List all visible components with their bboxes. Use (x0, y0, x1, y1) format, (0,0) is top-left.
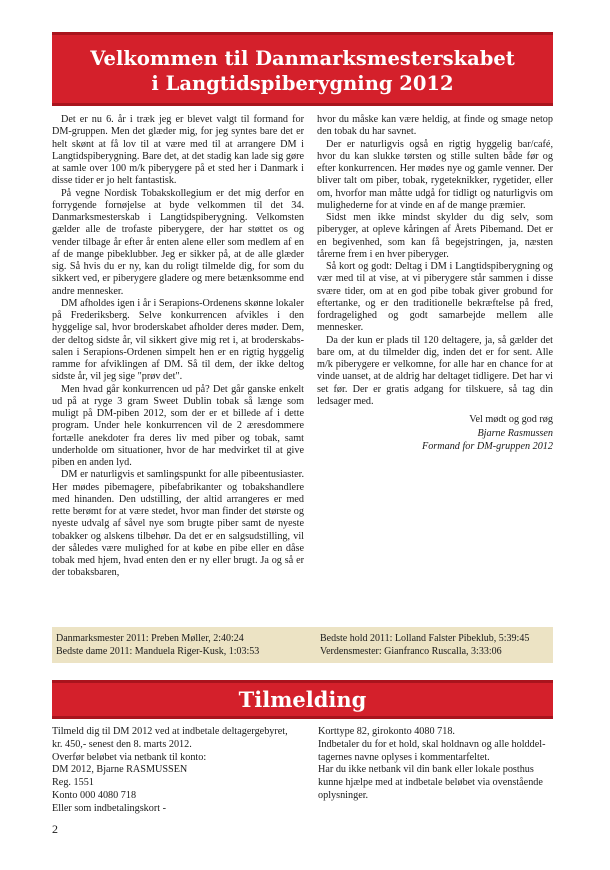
registration-title: Tilmelding (238, 687, 367, 712)
result-line: Danmarksmester 2011: Preben Møller, 2:40:24 (56, 633, 244, 644)
article-paragraph: DM afholdes igen i år i Serapions-Ordenens skønne lokaler på Frederiksberg. Selve konkurrencen afvikles i den hyggelige sal, hvor broderskabet afholder deres møder. Dem, der deltog sidste år, vil sikkert give mig ret i, at broderskabs-salen i Serapions-Ordenen simpelt hen er en rigtig hyggelig ramme for afviklingen af DM. Så til dem, der ikke deltog sidste år, vil jeg sige "prøv det". (52, 297, 304, 383)
registration-line: Eller som indbetalingskort - (52, 802, 167, 814)
registration-line: kr. 450,- senest den 8. marts 2012. (52, 738, 192, 750)
article-column-right (317, 114, 553, 454)
closing-greeting: Vel mødt og god røg (469, 414, 553, 425)
article-paragraph: Men hvad går konkurrencen ud på? Det går ganske enkelt ud på at ryge 3 gram Sweet Dublin tobak så længe som muligt på DM-piben 2012, som der er et billede af i dette program. Under hele konkurrencen vil de 2 æresdommere fortælle anekdoter fra deres liv med piber og tobak, samt underholde om situationer, hvor de har medvirket til at give piben en anden lyd. (52, 383, 304, 468)
result-line: Verdensmester: Gianfranco Ruscalla, 3:33:06 (320, 646, 502, 657)
article-column-left (52, 114, 304, 580)
registration-line: Konto 000 4080 718 (52, 789, 137, 801)
registration-line: Reg. 1551 (52, 777, 94, 789)
registration-line: oplysninger. (318, 789, 369, 801)
article-paragraph-continued: hvor du måske kan være heldig, at finde og smage netop den tobak du har savnet. (317, 114, 553, 138)
registration-line: Overfør beløbet via netbank til konto: (52, 751, 207, 763)
registration-line: kunne hjælpe med at indbetale beløbet via ovenstående (318, 777, 543, 789)
registration-column-right (318, 726, 558, 803)
result-line: Bedste hold 2011: Lolland Falster Pibeklub, 5:39:45 (320, 633, 530, 644)
article-paragraph: Da der kun er plads til 120 deltagere, ja, så gælder det bare om, at du tilmelder dig, inden det er for sent. Alle m/k piberygere er velkomne, for alle har en chance for at vinde uanset, at de aldrig har deltaget tidligere. Det har vi set før. Der er gratis adgang for tilskuere, så tag din ledsager med. (317, 334, 553, 407)
article-paragraph: Der er naturligvis også en rigtig hyggelig bar/café, hvor du kan slukke tørsten og stille sulten både før og efter konkurrencen. Her mødes nye og gamle venner. Der bliver talt om piber, tobak, rygeteknikker, rygetider, eller om, hvorfor man måtte udgå for tidligt og naturligvis om mulighederne for at vinde en af de mange præmier. (317, 138, 553, 211)
result-line: Bedste dame 2011: Manduela Riger-Kusk, 1:03:53 (56, 646, 260, 657)
registration-line: Tilmeld dig til DM 2012 ved at indbetale deltagergebyret, (52, 726, 288, 737)
signature-title: Formand for DM-gruppen 2012 (421, 441, 553, 452)
registration-line: Indbetaler du for et hold, skal holdnavn og alle holddel- (318, 738, 546, 750)
header-title-line2: i Langtidspiberygning 2012 (151, 72, 454, 95)
results-column-right (320, 632, 529, 658)
signature-name: Bjarne Rasmussen (477, 427, 553, 439)
results-column-left (56, 632, 259, 658)
article-paragraph: Så kort og godt: Deltag i DM i Langtidspiberygning og vær med til at vise, at vi piberygere står sammen i disse svære tider, om at en god pibe tobak giver grobund for eftertanke, og er den traditionelle bekræftelse på fred, fordragelighed og godt samarbejde mellem alle mennesker. (317, 261, 553, 334)
registration-line: Har du ikke netbank vil din bank eller lokale posthus (318, 764, 534, 776)
registration-line: Korttype 82, girokonto 4080 718. (318, 726, 455, 737)
header-banner (52, 32, 553, 106)
article-paragraph: På vegne Nordisk Tobakskollegium er det mig derfor en forrygende fornøjelse at byde velkommen til det 34. Danmarksmesterskab i Langtidspiberygning. Velkomsten gælder alle de trofaste piberygere, der har støttet os og vender tilbage år efter år enten alene eller som medlem af en af de mange pibeklubber. Jeg er sikker på, at de alle glæder sig. Så hvis du er ny, kan du roligt tilmelde dig, for som du sikkert ved, er piberygere gladere og mere betænksomme end andre mennesker. (52, 187, 304, 297)
article-paragraph: Det er nu 6. år i træk jeg er blevet valgt til formand for DM-gruppen. Men det glæder mig, for jeg syntes bare det er helt skønt at få lov til at være med til at arrangere DM i Langtidspiberygning. Bare det, at det stadig kan lade sig gøre at samle over 100 m/k piberygere på et sted her i Danmark i disse tider er jo helt fantastisk. (52, 114, 304, 187)
registration-column-left (52, 726, 302, 816)
registration-line: DM 2012, Bjarne RASMUSSEN (52, 764, 188, 776)
results-box (52, 627, 553, 663)
header-title-line1: Velkommen til Danmarksmesterskabet (90, 47, 515, 70)
registration-banner (52, 680, 553, 719)
article-paragraph: Sidst men ikke mindst skylder du dig selv, som piberyger, at opleve kåringen af Årets Pibemand. Det er en begivenhed, som kan få begejstringen, ja, næsten tårerne frem i en hver piberyger. (317, 212, 553, 260)
page-number: 2 (52, 822, 58, 836)
registration-line: tagernes navne oplyses i kommentarfeltet. (318, 751, 490, 763)
article-paragraph: DM er naturligvis et samlingspunkt for alle pibeentusiaster. Her mødes pibemagere, pibefabrikanter og tobakshandlere med hinanden. Den udstilling, der altid arrangeres er med rette berømt for at være stedet, hvor man finder det største og nyeste udvalg af såvel nye som brugte piber samt de nyeste tobakker og alskens tilbehør. Da det er en salgsudstilling, vil der således være mulighed for at købe en pibe eller en dåse tobak med hjem, hvad enten den er ny eller brugt. Ja og så er der tobaksbaren, (52, 469, 304, 579)
signature-block (317, 413, 553, 454)
